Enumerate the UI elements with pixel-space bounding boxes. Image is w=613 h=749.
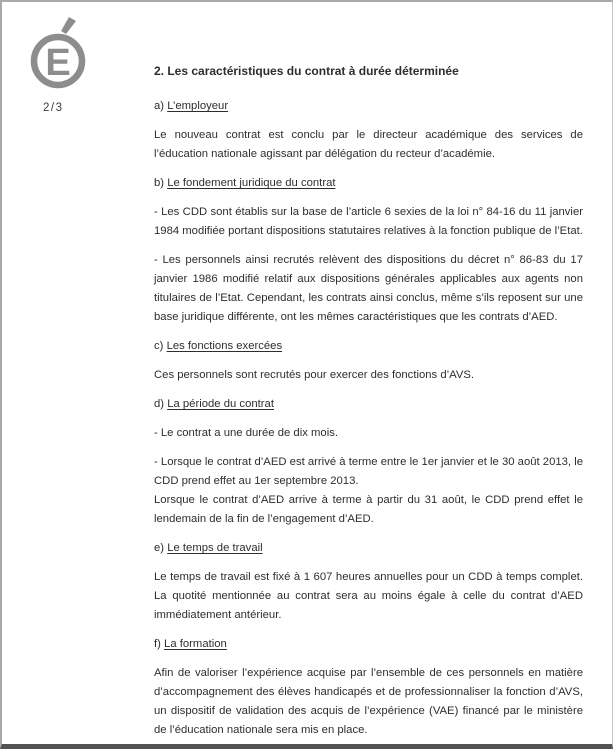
paragraph: Afin de valoriser l’expérience acquise par l’ensemble de ces personnels en matière d’accompagnement des élèves handicapés et de professionnaliser la fonction d’AVS, un dispositif de validation des acquis de l’expérience (VAE) financé par le ministère de l’éducation nationale sera mis en place. [154, 667, 583, 736]
section-heading-f [154, 635, 583, 654]
paragraph: Ces personnels sont recrutés pour exercer des fonctions d’AVS. [154, 369, 475, 381]
section-letter: c) [154, 340, 167, 352]
paragraph: - Lorsque le contrat d’AED est arrivé à terme entre le 1er janvier et le 30 août 2013, le CDD prend effet au 1er septembre 2013. [154, 456, 583, 487]
section-heading-text: Le temps de travail [167, 542, 263, 554]
section-heading-text: Les fonctions exercées [166, 340, 283, 352]
section-letter: b) [154, 177, 168, 189]
section-heading-e [154, 539, 583, 558]
section-letter: d) [154, 398, 168, 410]
section-heading-text: L’employeur [167, 100, 229, 112]
section-letter: e) [154, 542, 168, 554]
left-margin-column [2, 2, 152, 744]
document-title: 2. Les caractéristiques du contrat à durée déterminée [154, 64, 459, 78]
paragraph: Le temps de travail est fixé à 1 607 heures annuelles pour un CDD à temps complet. La quotité mentionnée au contrat sera au moins égale à celle du contrat d’AED immédiatement antérieur. [154, 571, 583, 621]
paragraph: Le nouveau contrat est conclu par le directeur académique des services de l’éducation nationale agissant par délégation du recteur d’académie. [154, 129, 583, 160]
education-nationale-e-logo-icon [30, 14, 86, 90]
section-heading-a [154, 97, 583, 116]
paragraph: - Le contrat a une durée de dix mois. [154, 427, 338, 439]
section-heading-d [154, 395, 583, 414]
document-body [154, 62, 583, 749]
section-heading-c [154, 337, 583, 356]
section-heading-b [154, 174, 583, 193]
paragraph: - Les personnels ainsi recrutés relèvent des dispositions du décret n° 86-83 du 17 janvier 1986 modifié relatif aux dispositions générales applicables aux agents non titulaires de l’Etat. Cependant, les contrats ainsi conclus, même s’ils reposent sur une base juridique différente, ont les mêmes caractéristiques que les contrats d’AED. [154, 254, 583, 323]
section-heading-text: Le fondement juridique du contrat [167, 177, 336, 189]
logo-letter: E [45, 42, 71, 84]
section-heading-text: La formation [164, 638, 227, 650]
paragraph: Lorsque le contrat d’AED arrive à terme à partir du 31 août, le CDD prend effet le lendemain de la fin de l’engagement d’AED. [154, 494, 583, 525]
section-heading-text: La période du contrat [167, 398, 274, 410]
section-letter: f) [154, 638, 165, 650]
paragraph: - Les CDD sont établis sur la base de l’article 6 sexies de la loi n° 84-16 du 11 janvier 1984 modifiée portant dispositions statutaires relatives à la fonction publique de l’Etat. [154, 206, 583, 237]
logo-accent [61, 17, 76, 34]
section-letter: a) [154, 100, 168, 112]
page-number: 2/3 [43, 102, 64, 114]
